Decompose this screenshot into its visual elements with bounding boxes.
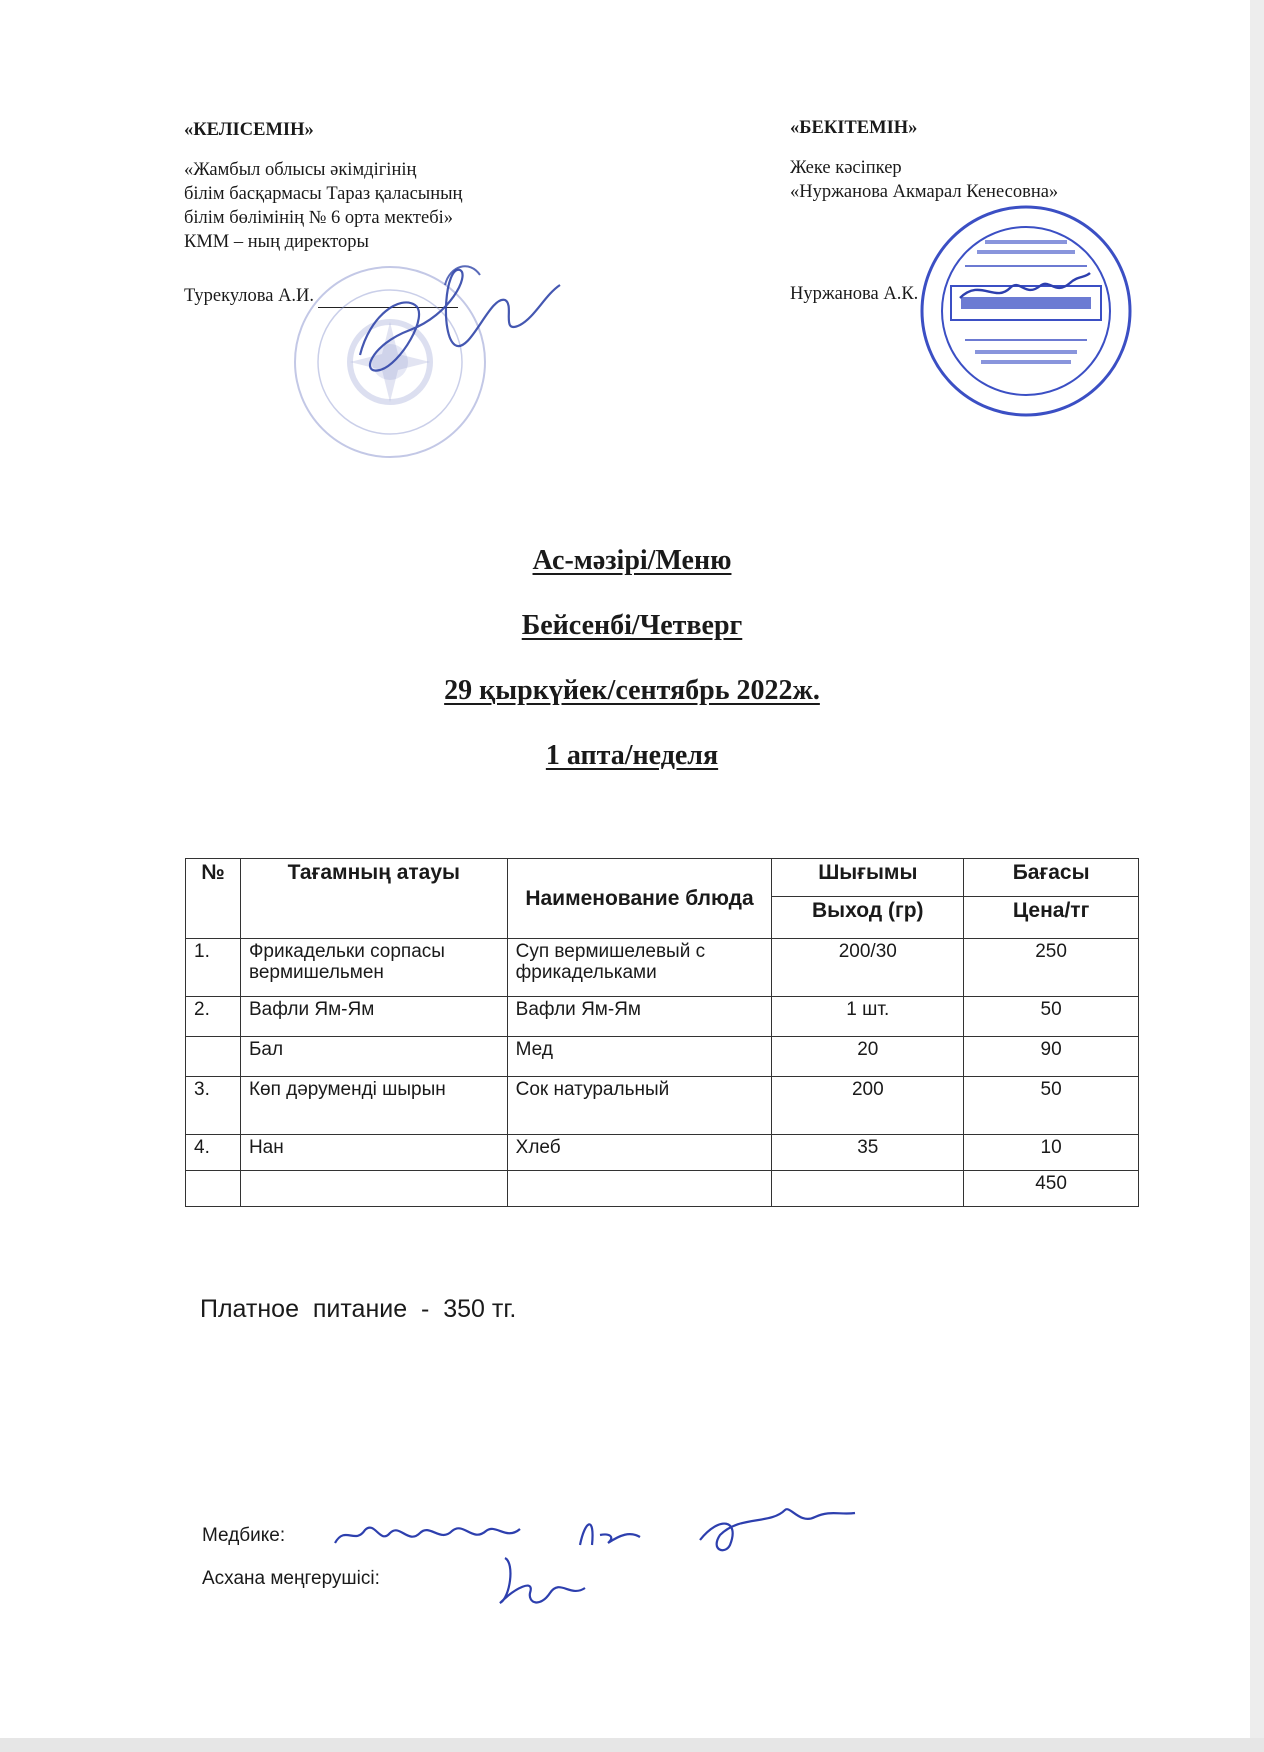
row-name-kz bbox=[240, 1171, 507, 1207]
header-name-kz: Тағамның атауы bbox=[240, 859, 507, 939]
row-price: 90 bbox=[964, 1037, 1139, 1077]
row-num: 3. bbox=[186, 1077, 241, 1135]
approval-right-title: «БЕКІТЕМІН» bbox=[790, 118, 918, 138]
menu-heading bbox=[0, 545, 1264, 805]
row-num: 4. bbox=[186, 1135, 241, 1171]
row-name-ru: Суп вермишелевый с фрикадельками bbox=[507, 939, 772, 997]
row-name-kz: Нан bbox=[240, 1135, 507, 1171]
menu-date: 29 қыркүйек/сентябрь 2022ж. bbox=[444, 675, 820, 706]
approval-left-line: білім бөлімінің № 6 орта мектебі» bbox=[184, 208, 454, 228]
scan-edge bbox=[1250, 0, 1264, 1752]
header-num: № bbox=[186, 859, 241, 939]
table-row bbox=[186, 1135, 1139, 1171]
table-total-row bbox=[186, 1171, 1139, 1207]
row-name-ru: Хлеб bbox=[507, 1135, 772, 1171]
approval-left-line: КММ – ның директоры bbox=[184, 232, 369, 252]
nurse-initials-signature bbox=[690, 1495, 860, 1565]
approval-left-signatory: Турекулова А.И. bbox=[184, 286, 315, 306]
row-num: 1. bbox=[186, 939, 241, 997]
canteen-manager-label: Асхана меңгерушісі: bbox=[202, 1568, 380, 1589]
paid-meal-note: Платное питание - 350 тг. bbox=[200, 1295, 517, 1323]
header-name-ru: Наименование блюда bbox=[507, 859, 772, 939]
row-name-kz: Көп дәрумендi шырын bbox=[240, 1077, 507, 1135]
approval-right-signatory: Нуржанова А.К. bbox=[790, 284, 919, 304]
approval-left-line: білім басқармасы Тараз қаласының bbox=[184, 184, 463, 204]
row-yield: 35 bbox=[772, 1135, 964, 1171]
approval-right-line: Жеке кәсіпкер bbox=[790, 158, 902, 178]
menu-day: Бейсенбі/Четверг bbox=[521, 610, 743, 641]
row-name-kz: Фрикадельки сорпасы вермишельмен bbox=[240, 939, 507, 997]
table-row bbox=[186, 997, 1139, 1037]
approval-left-title: «КЕЛІСЕМІН» bbox=[184, 120, 314, 140]
approval-right-line: «Нуржанова Акмарал Кенесовна» bbox=[790, 182, 1059, 202]
menu-week: 1 апта/неделя bbox=[545, 740, 719, 771]
row-price: 50 bbox=[964, 997, 1139, 1037]
row-name-kz: Бал bbox=[240, 1037, 507, 1077]
table-row bbox=[186, 939, 1139, 997]
row-num bbox=[186, 1037, 241, 1077]
row-yield: 1 шт. bbox=[772, 997, 964, 1037]
nurse-label: Медбике: bbox=[202, 1525, 286, 1546]
header-price-kz: Бағасы bbox=[964, 859, 1139, 897]
header-yield-ru: Выход (гр) bbox=[772, 897, 964, 939]
row-price: 50 bbox=[964, 1077, 1139, 1135]
row-yield: 20 bbox=[772, 1037, 964, 1077]
header-price-ru: Цена/тг bbox=[964, 897, 1139, 939]
canteen-manager-signature bbox=[490, 1548, 600, 1618]
row-num bbox=[186, 1171, 241, 1207]
row-num: 2. bbox=[186, 997, 241, 1037]
table-row bbox=[186, 1077, 1139, 1135]
row-yield: 200/30 bbox=[772, 939, 964, 997]
row-name-ru: Мед bbox=[507, 1037, 772, 1077]
header-yield-kz: Шығымы bbox=[772, 859, 964, 897]
row-name-kz: Вафли Ям-Ям bbox=[240, 997, 507, 1037]
row-yield bbox=[772, 1171, 964, 1207]
scan-edge bbox=[0, 1738, 1264, 1752]
row-name-ru bbox=[507, 1171, 772, 1207]
director-signature bbox=[340, 255, 570, 385]
row-name-ru: Сок натуральный bbox=[507, 1077, 772, 1135]
menu-table bbox=[185, 858, 1139, 1207]
row-name-ru: Вафли Ям-Ям bbox=[507, 997, 772, 1037]
approval-left-line: «Жамбыл облысы әкімдігінің bbox=[184, 160, 417, 180]
row-yield: 200 bbox=[772, 1077, 964, 1135]
entrepreneur-signature bbox=[955, 258, 1095, 318]
menu-title: Ас-мәзірі/Меню bbox=[532, 545, 732, 576]
total-price: 450 bbox=[964, 1171, 1139, 1207]
table-row bbox=[186, 1037, 1139, 1077]
row-price: 10 bbox=[964, 1135, 1139, 1171]
row-price: 250 bbox=[964, 939, 1139, 997]
